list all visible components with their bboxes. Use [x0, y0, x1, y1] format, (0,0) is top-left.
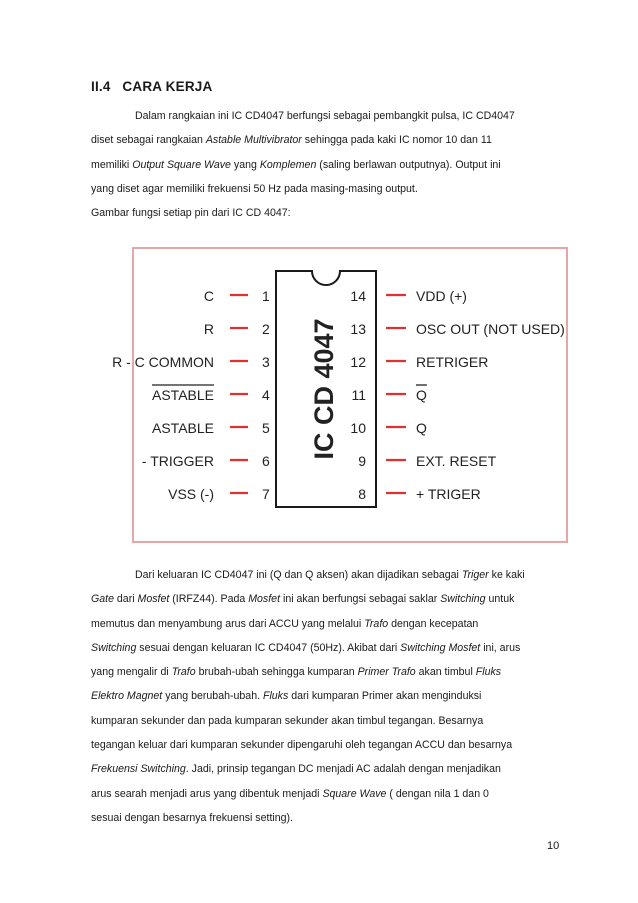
pin-number: 6	[262, 453, 270, 469]
page-number: 10	[547, 840, 560, 852]
text-line	[91, 128, 571, 152]
paragraph-intro	[91, 104, 571, 225]
text-run: . Jadi, prinsip tegangan DC menjadi AC adalah dengan menjadikan	[185, 763, 501, 776]
pin-number: 14	[350, 288, 366, 304]
text-run: yang diset agar memiliki frekuensi 50 Hz pada masing-masing output.	[91, 182, 418, 195]
text-run: arus searah menjadi arus yang dibentuk menjadi	[91, 787, 323, 800]
italic-term: Output Square Wave	[132, 158, 231, 171]
text-run: (IRFZ44). Pada	[169, 593, 249, 606]
section-heading	[91, 79, 212, 94]
pin-label: ASTABLE	[152, 420, 214, 436]
section-number: II.4	[91, 79, 111, 94]
pin-label: C	[203, 288, 214, 304]
text-run: memiliki	[91, 158, 133, 171]
italic-term: Astable Multivibrator	[205, 134, 302, 147]
pin-label: R	[203, 321, 214, 337]
text-run: sehingga pada kaki IC nomor 10 dan 11	[301, 134, 492, 147]
text-run: tegangan keluar dari kumparan sekunder dipengaruhi oleh tegangan ACCU dan besarnya	[91, 739, 513, 752]
pin-label: EXT. RESET	[416, 453, 497, 469]
italic-term: Fluks	[475, 666, 502, 679]
ic-pinout-figure	[112, 247, 568, 543]
text-line	[91, 684, 571, 708]
text-run: Dari keluaran IC CD4047 ini (Q dan Q aksen) akan dijadikan sebagai	[135, 569, 462, 581]
text-run: untuk	[485, 593, 515, 606]
italic-term: Mosfet	[137, 593, 170, 606]
text-run: yang berubah-ubah.	[162, 690, 263, 703]
italic-term: Trafo	[364, 617, 389, 630]
text-line	[91, 153, 571, 177]
pin-number: 13	[350, 321, 366, 337]
text-line	[91, 177, 571, 201]
pin-label: Q	[416, 420, 427, 436]
italic-term: Triger	[461, 569, 489, 581]
italic-term: Frekuensi Switching	[91, 763, 186, 776]
text-run: dari kumparan Primer akan menginduksi	[288, 690, 482, 703]
text-run: sesuai dengan keluaran IC CD4047 (50Hz). Akibat dari	[136, 641, 401, 654]
text-line	[91, 806, 571, 830]
text-run: (saling berlawan outputnya). Output ini	[316, 158, 501, 171]
text-run: ini akan berfungsi sebagai saklar	[280, 593, 441, 606]
italic-term: Komplemen	[259, 158, 317, 171]
italic-term: Gate	[91, 593, 114, 606]
pin-label: OSC OUT (NOT USED)	[416, 321, 565, 337]
pin-label: RETRIGER	[416, 354, 489, 370]
italic-term: Elektro Magnet	[91, 690, 163, 703]
ic-chip-label: IC CD 4047	[309, 318, 340, 460]
text-line	[91, 709, 571, 733]
text-line	[91, 104, 571, 128]
pin-number: 2	[262, 321, 270, 337]
text-run: sesuai dengan besarnya frekuensi setting).	[91, 811, 293, 824]
text-run: yang mengalir di	[91, 666, 172, 679]
pin-number: 7	[262, 486, 270, 502]
text-run: yang	[230, 158, 260, 171]
pin-label: ASTABLE	[152, 387, 214, 403]
text-run: akan timbul	[415, 666, 476, 679]
text-line	[91, 733, 571, 757]
italic-term: Primer Trafo	[357, 666, 416, 679]
pin-number: 3	[262, 354, 270, 370]
pin-label: VDD (+)	[416, 288, 467, 304]
text-run: Gambar fungsi setiap pin dari IC CD 4047:	[91, 207, 291, 220]
text-line	[91, 636, 571, 660]
text-run: ini, arus	[480, 641, 521, 654]
text-run: dari	[113, 593, 138, 606]
text-line	[91, 757, 571, 781]
text-run: diset sebagai rangkaian	[91, 134, 206, 147]
text-run: ke kaki	[488, 569, 525, 581]
text-line	[91, 612, 571, 636]
pin-label: Q	[416, 387, 427, 403]
pin-number: 12	[350, 354, 366, 370]
pin-label: - TRIGGER	[141, 453, 214, 469]
section-title: CARA KERJA	[122, 79, 213, 94]
text-run: dengan kecepatan	[388, 617, 479, 630]
text-run: ( dengan nila 1 dan 0	[386, 787, 489, 800]
pin-label: VSS (-)	[168, 486, 214, 502]
pin-number: 1	[262, 288, 270, 304]
italic-term: Mosfet	[248, 593, 281, 606]
italic-term: Switching Mosfet	[400, 641, 481, 654]
pin-number: 8	[358, 486, 366, 502]
pin-number: 5	[262, 420, 270, 436]
pin-label: + TRIGER	[416, 486, 481, 502]
text-line	[91, 563, 571, 587]
pin-label: R - C COMMON	[112, 354, 214, 370]
paragraph-explanation	[91, 563, 571, 830]
italic-term: Trafo	[171, 666, 196, 679]
italic-term: Switching	[91, 641, 137, 654]
italic-term: Square Wave	[322, 787, 387, 800]
text-run: memutus dan menyambung arus dari ACCU yang melalui	[91, 617, 365, 630]
pin-number: 4	[262, 387, 270, 403]
text-run: kumparan sekunder dan pada kumparan sekunder akan timbul tegangan. Besarnya	[91, 714, 484, 727]
pin-number: 11	[351, 387, 366, 403]
pinout-diagram	[112, 249, 566, 541]
italic-term: Switching	[440, 593, 486, 606]
text-line	[91, 201, 571, 225]
pin-number: 10	[350, 420, 366, 436]
text-line	[91, 587, 571, 611]
text-line	[91, 782, 571, 806]
pin-number: 9	[358, 453, 366, 469]
italic-term: Fluks	[262, 690, 289, 703]
text-line	[91, 660, 571, 684]
text-run: brubah-ubah sehingga kumparan	[195, 666, 358, 679]
text-run: Dalam rangkaian ini IC CD4047 berfungsi sebagai pembangkit pulsa, IC CD4047	[135, 110, 515, 122]
